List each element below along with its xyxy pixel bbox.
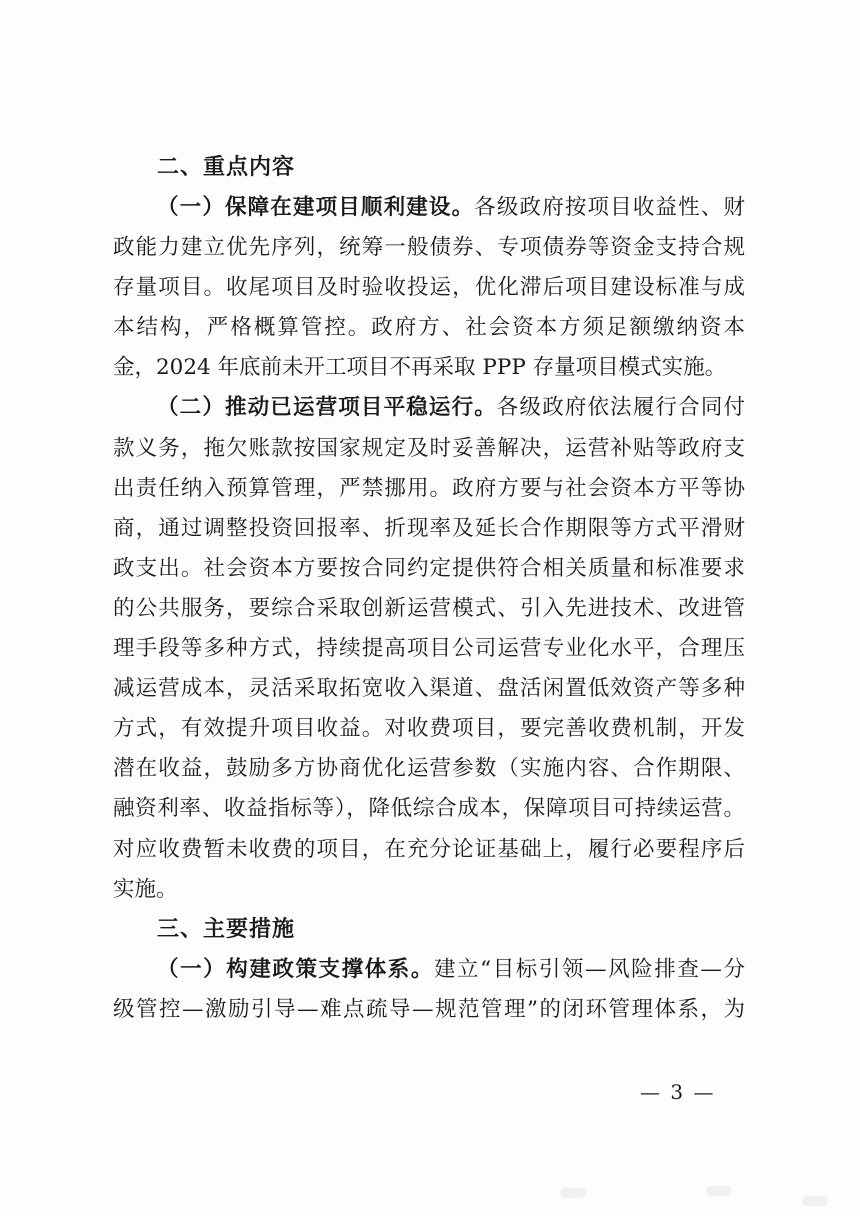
paragraph-line: 对应收费暂未收费的项目，在充分论证基础上，履行必要程序后 <box>113 836 745 862</box>
paragraph-line: 的公共服务，要综合采取创新运营模式、引入先进技术、改进管 <box>113 595 745 621</box>
paragraph-line: 减运营成本，灵活采取拓宽收入渠道、盘活闲置低效资产等多种 <box>113 676 745 702</box>
subsection-title: （一）保障在建项目顺利建设。 <box>157 195 475 220</box>
paragraph-line: 融资利率、收益指标等），降低综合成本，保障项目可持续运营。 <box>113 796 745 822</box>
paragraph-line: （二）推动已运营项目平稳运行。各级政府依法履行合同付 <box>157 395 745 421</box>
document-body <box>113 148 745 1030</box>
paragraph-line: 级管控—激励引导—难点疏导—规范管理”的闭环管理体系，为 <box>113 996 745 1022</box>
paragraph-line: 出责任纳入预算管理，严禁挪用。政府方要与社会资本方平等协 <box>113 475 745 501</box>
paragraph-line: 商，通过调整投资回报率、折现率及延长合作期限等方式平滑财 <box>113 515 745 541</box>
section-two-paragraph-2 <box>113 388 745 909</box>
paragraph-line: （一）保障在建项目顺利建设。各级政府按项目收益性、财 <box>157 195 745 220</box>
paragraph-line: 本结构，严格概算管控。政府方、社会资本方须足额缴纳资本 <box>113 315 745 341</box>
section-three-paragraph-1 <box>113 950 745 1030</box>
paragraph-line: 实施。 <box>113 876 178 902</box>
scan-artifact <box>560 1188 586 1198</box>
section-two-paragraph-1 <box>113 188 745 388</box>
paragraph-line: 款义务，拖欠账款按国家规定及时妥善解决，运营补贴等政府支 <box>113 435 745 461</box>
paragraph-line: 政支出。社会资本方要按合同约定提供符合相关质量和标准要求 <box>113 555 745 581</box>
scan-artifact <box>802 1196 828 1206</box>
paragraph-line: 方式，有效提升项目收益。对收费项目，要完善收费机制，开发 <box>113 716 745 742</box>
paragraph-line: 潜在收益，鼓励多方协商优化运营参数（实施内容、合作期限、 <box>113 756 745 782</box>
subsection-title: （一）构建政策支撑体系。 <box>157 956 434 982</box>
scan-artifact <box>706 1186 732 1196</box>
section-three-heading: 三、主要措施 <box>157 916 296 942</box>
subsection-title: （二）推动已运营项目平稳运行。 <box>157 395 497 421</box>
paragraph-line: 金，2024 年底前未开工项目不再采取 PPP 存量项目模式实施。 <box>113 355 727 381</box>
page-number: — 3 — <box>640 1080 716 1104</box>
paragraph-line: 理手段等多种方式，持续提高项目公司运营专业化水平，合理压 <box>113 636 745 662</box>
paragraph-line: 政能力建立优先序列，统筹一般债券、专项债券等资金支持合规 <box>113 235 745 261</box>
paragraph-line: 存量项目。收尾项目及时验收投运，优化滞后项目建设标准与成 <box>113 275 745 301</box>
paragraph-line: （一）构建政策支撑体系。建立“目标引领—风险排查—分 <box>157 956 745 982</box>
section-two-heading: 二、重点内容 <box>157 155 296 180</box>
